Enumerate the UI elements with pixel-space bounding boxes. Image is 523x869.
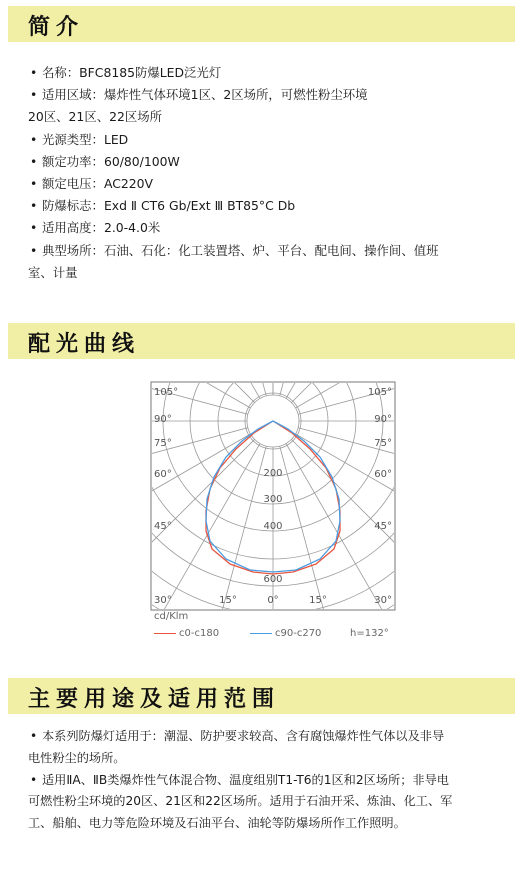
chart-unit-label: cd/Klm bbox=[154, 611, 189, 622]
list-item: • 额定功率：60/80/100W bbox=[30, 153, 180, 169]
list-item: • 光源类型：LED bbox=[30, 131, 129, 147]
list-item: • 适用区域：爆炸性气体环境1区、2区场所，可燃性粉尘环境 bbox=[30, 87, 368, 103]
list-item: • 防爆标志：Exd Ⅱ CT6 Gb/Ext Ⅲ BT85°C Db bbox=[30, 198, 296, 214]
section-title-usage: 主要用途及适用范围 bbox=[28, 687, 281, 712]
angle-label-right: 30° bbox=[374, 595, 392, 606]
list-item-continuation: 室、计量 bbox=[28, 264, 78, 280]
list-item: • 本系列防爆灯适用于：潮湿、防护要求较高、含有腐蚀爆炸性气体以及非导 bbox=[30, 729, 445, 743]
list-item-continuation: 可燃性粉尘环境的20区、21区和22区场所。适用于石油开采、炼油、化工、军 bbox=[28, 794, 453, 809]
legend-item-c0-c180: c0-c180 bbox=[154, 628, 219, 639]
usage-list bbox=[28, 726, 504, 835]
list-item: • 适用ⅡA、ⅡB类爆炸性气体混合物、温度组别T1-T6的1区和2区场所；非导电 bbox=[30, 772, 449, 787]
angle-label-left: 90° bbox=[154, 414, 172, 425]
chart-legend bbox=[154, 611, 414, 644]
list-item: • 名称：BFC8185防爆LED泛光灯 bbox=[30, 65, 222, 80]
polar-light-distribution-chart bbox=[150, 381, 396, 611]
angle-label-right: 45° bbox=[374, 521, 392, 532]
angle-label-right: 60° bbox=[374, 469, 392, 480]
legend-swatch-red bbox=[154, 633, 176, 634]
list-item: • 额定电压：AC220V bbox=[30, 176, 153, 192]
list-item-continuation: 工、船舶、电力等危险环境及石油平台、油轮等防爆场所作工作照明。 bbox=[28, 816, 406, 831]
section-title-photometry: 配光曲线 bbox=[28, 332, 141, 357]
list-item: • 适用高度：2.0-4.0米 bbox=[30, 220, 161, 236]
radial-tick-label: 600 bbox=[263, 574, 283, 585]
angle-label-right: 105° bbox=[367, 387, 392, 398]
angle-label-right: 90° bbox=[374, 414, 392, 425]
angle-label-left: 45° bbox=[154, 521, 172, 532]
angle-label-left: 30° bbox=[154, 595, 172, 606]
legend-swatch-blue bbox=[250, 633, 272, 634]
radial-tick-label: 200 bbox=[263, 468, 283, 479]
radial-tick-label: 300 bbox=[263, 494, 283, 505]
radial-tick-label: 400 bbox=[263, 521, 283, 532]
list-item-continuation: 20区、21区、22区场所 bbox=[28, 109, 163, 125]
section-header-photometry bbox=[8, 323, 515, 359]
angle-label-left: 105° bbox=[154, 387, 179, 398]
angle-label-bottom: 15° bbox=[309, 595, 327, 606]
angle-label-right: 75° bbox=[374, 438, 392, 449]
chart-height-note: h=132° bbox=[350, 628, 389, 639]
list-item-continuation: 电性粉尘的场所。 bbox=[28, 750, 126, 765]
list-item: • 典型场所：石油、石化：化工装置塔、炉、平台、配电间、操作间、值班 bbox=[30, 242, 439, 258]
section-header-usage bbox=[8, 678, 515, 714]
angle-label-bottom: 0° bbox=[267, 595, 279, 606]
angle-label-bottom: 15° bbox=[219, 595, 237, 606]
angle-label-left: 75° bbox=[154, 438, 172, 449]
angle-label-left: 60° bbox=[154, 469, 172, 480]
section-header-intro bbox=[8, 6, 515, 42]
section-title-intro: 简介 bbox=[28, 15, 85, 40]
intro-list bbox=[28, 62, 498, 284]
legend-item-c90-c270: c90-c270 bbox=[250, 628, 321, 639]
